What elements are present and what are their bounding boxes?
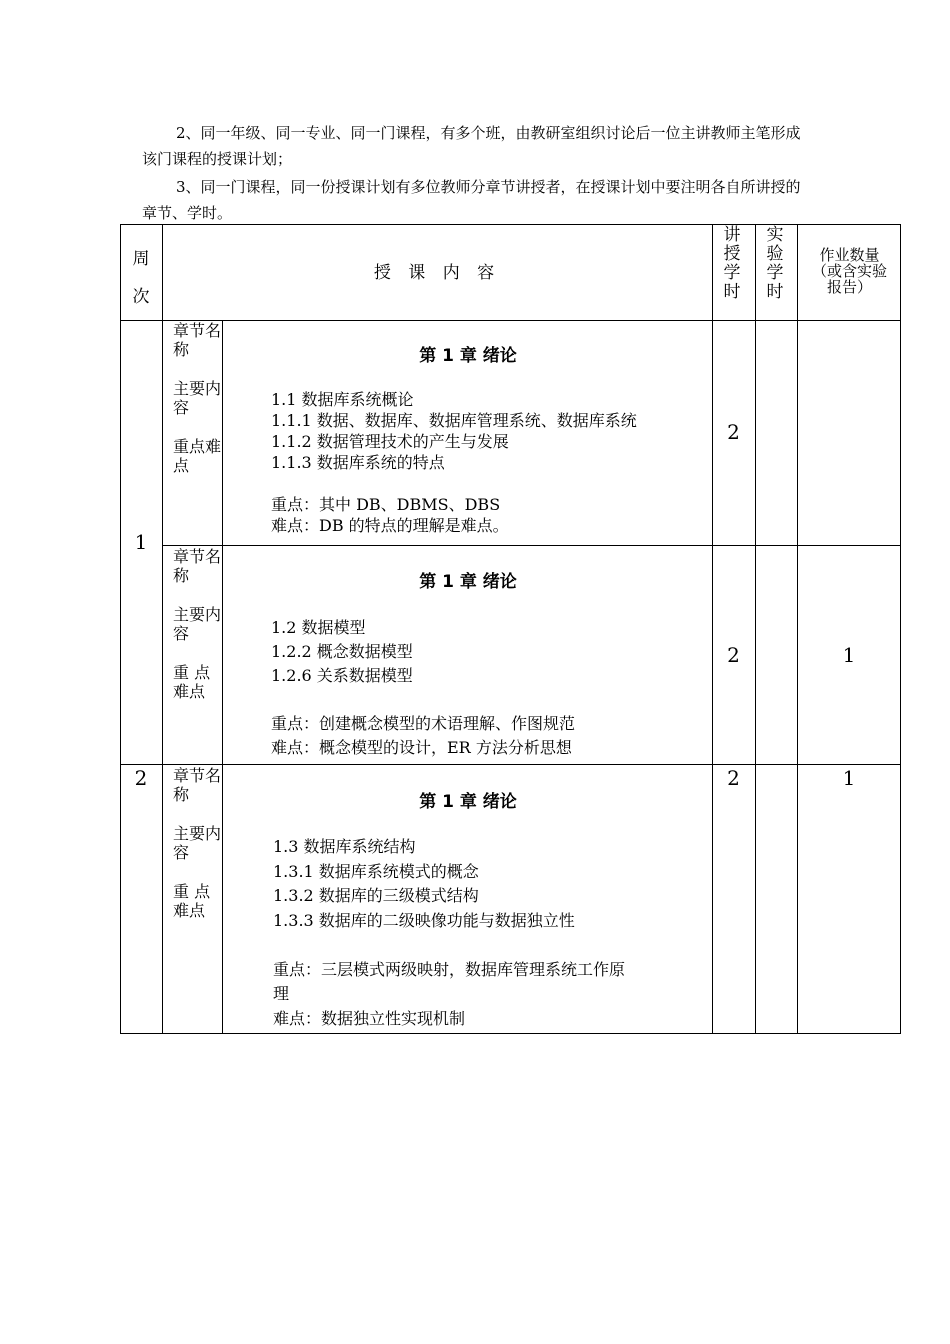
label-chapter-name: 章节名称: [173, 547, 222, 585]
col-divider-lecture: [712, 224, 713, 1034]
header-lab-text: 实验学时: [766, 225, 784, 302]
header-week: [129, 240, 153, 316]
row3-labels: [173, 766, 223, 922]
header-lab-hours: [763, 226, 787, 302]
row1-labels: [173, 321, 223, 477]
week-number-2: 2: [134, 766, 148, 790]
col-divider-week: [162, 224, 163, 1034]
week-number-1: 1: [134, 530, 148, 554]
row1-chapter-title: 第 1 章 绪论: [419, 346, 517, 366]
row1-lecture-hours: 2: [727, 420, 740, 444]
row2-content: 1.2 数据模型 1.2.2 概念数据模型 1.2.6 关系数据模型 重点：创建概念模型的术语理解、作图规范 难点：概念模型的设计，ER 方法分析思想: [271, 618, 576, 757]
label-main-content: 主要内容: [173, 824, 222, 862]
row1-bottom-line: [162, 545, 901, 546]
label-key-difficulty: 重 点难点: [173, 663, 211, 701]
intro-p1-line1: 2、同一年级、同一专业、同一门课程，有多个班，由教研室组织讨论后一位主讲教师主笔形成: [176, 124, 801, 142]
header-lecture-hours: [720, 226, 744, 302]
row3-content: 1.3 数据库系统结构 1.3.1 数据库系统模式的概念 1.3.2 数据库的三级模式结构 1.3.3 数据库的二级映像功能与数据独立性 重点：三层模式两级映射，数据库管理系统工作原 理 难点：数据独立性实现机制: [273, 837, 626, 1028]
intro-p2-line2: 章节、学时。: [142, 204, 233, 222]
header-week-text: 周次: [132, 249, 150, 307]
row3-lecture-hours: 2: [727, 766, 740, 790]
header-homework-line3: 报告）: [826, 278, 872, 296]
intro-p1-line2: 该门课程的授课计划；: [142, 150, 293, 168]
header-homework-line1: 作业数量: [819, 246, 880, 264]
col-divider-homework: [797, 224, 798, 1034]
week1-bottom-line: [120, 764, 901, 765]
header-content-text: 授 课 内 容: [373, 263, 501, 283]
label-key-difficulty: 重 点难点: [173, 882, 211, 920]
row1-content: 1.1 数据库系统概论 1.1.1 数据、数据库、数据库管理系统、数据库系统 1.1.2 数据管理技术的产生与发展 1.1.3 数据库系统的特点 重点：其中 DB、DBMS、DBS 难点：DB 的特点的理解是难点。: [271, 390, 637, 535]
intro-paragraph-3: [142, 174, 882, 226]
label-main-content: 主要内容: [173, 605, 222, 643]
header-content: [162, 262, 712, 284]
header-lecture-text: 讲授学时: [723, 225, 741, 302]
row2-homework: 1: [842, 643, 856, 667]
row2-chapter-title: 第 1 章 绪论: [419, 572, 517, 592]
row3-chapter-title: 第 1 章 绪论: [419, 792, 517, 812]
intro-p2-line1: 3、同一门课程，同一份授课计划有多位教师分章节讲授者，在授课计划中要注明各自所讲授的: [176, 178, 801, 196]
label-chapter-name: 章节名称: [173, 766, 222, 804]
intro-paragraph-2: [142, 120, 882, 172]
row3-homework: 1: [842, 766, 856, 790]
row2-lecture-hours: 2: [727, 643, 740, 667]
header-homework: [798, 247, 901, 295]
row2-labels: [173, 547, 223, 703]
header-bottom-line: [120, 320, 901, 321]
label-main-content: 主要内容: [173, 379, 222, 417]
header-homework-line2: （或含实验: [811, 262, 887, 280]
label-key-difficulty: 重点难点: [173, 437, 222, 475]
label-chapter-name: 章节名称: [173, 321, 222, 359]
col-divider-lab: [755, 224, 756, 1034]
